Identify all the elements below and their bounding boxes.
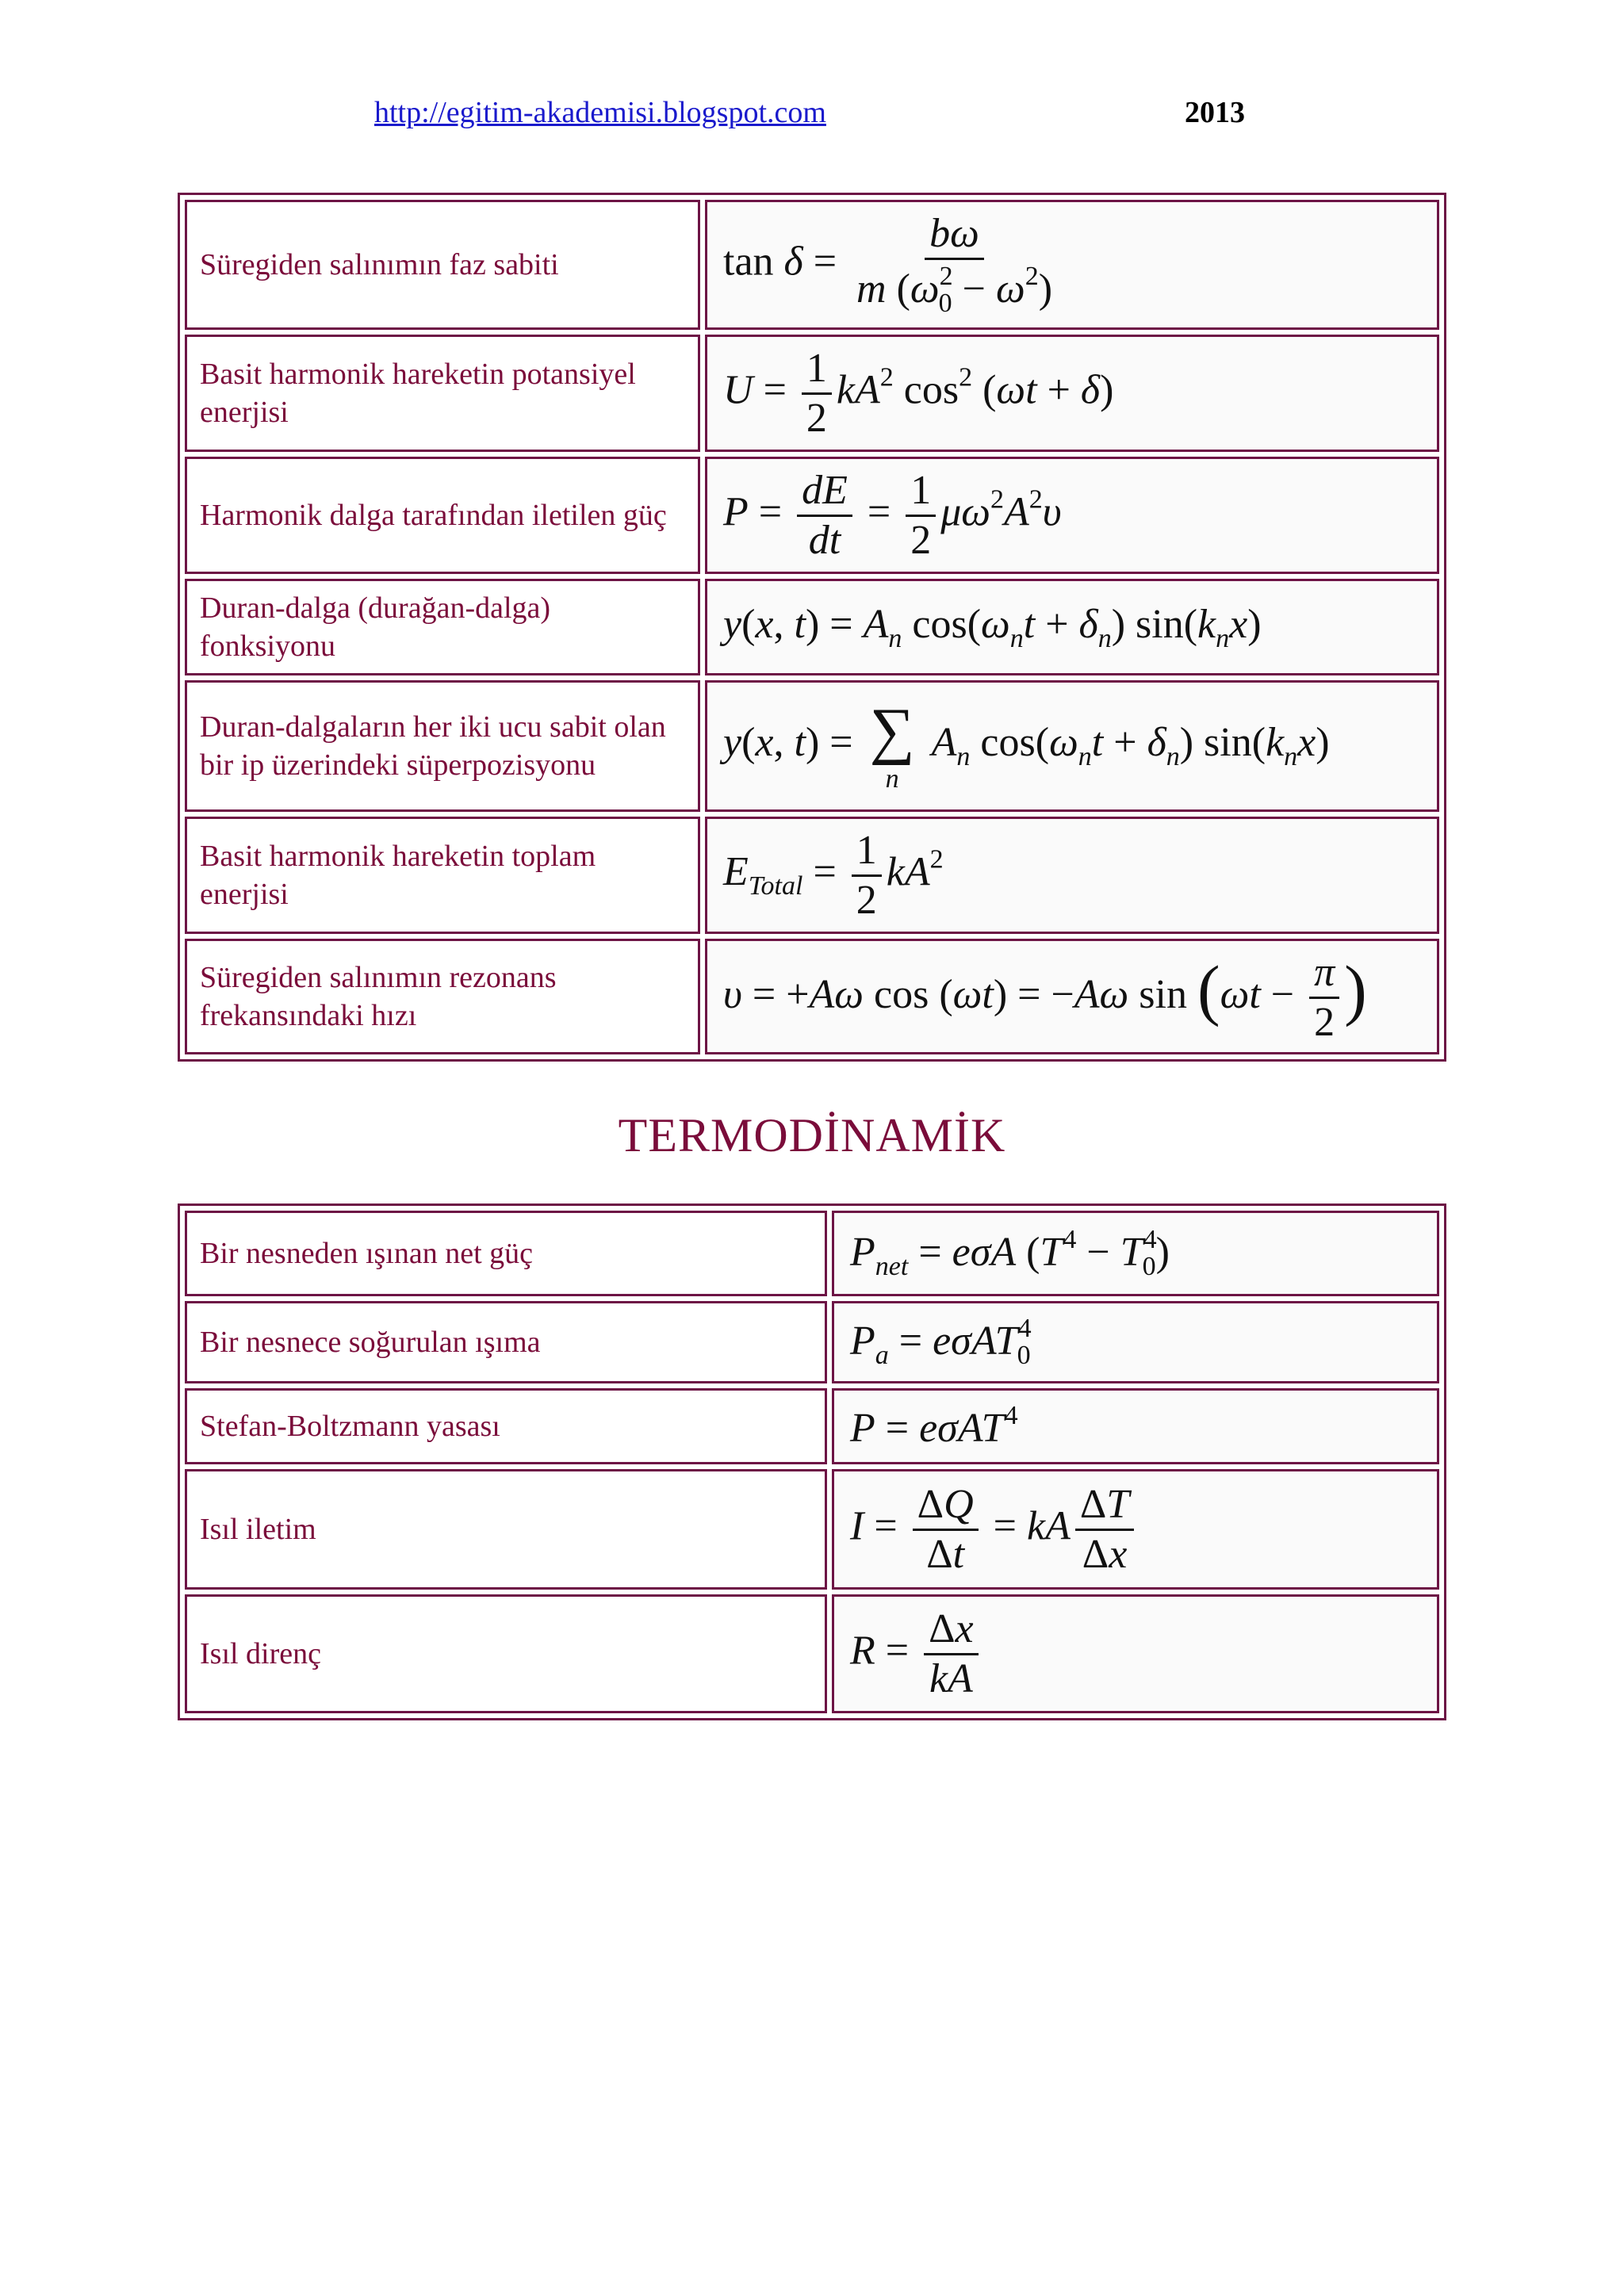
table-row	[185, 335, 1439, 452]
formula-absorbed-radiation: $P_a = e\sigma AT^4_0$	[832, 1301, 1439, 1383]
table-row	[185, 579, 1439, 675]
formula-stefan-boltzmann: P = eσAT$^4$	[832, 1388, 1439, 1464]
row-label: Isıl direnç	[185, 1594, 827, 1713]
formula-potential-energy: U = $\frac{1}{2}$ $kA^2$ $\cos^2 (\omega t + \delta)$	[705, 335, 1439, 452]
formula-thermal-resistance: R = $\frac{\Delta x}{kA}$	[832, 1594, 1439, 1713]
row-label: Stefan-Boltzmann yasası	[185, 1388, 827, 1464]
formula-standing-wave: y(x, $t) = A_n$ $\cos(\omega_nt + \delta_n)$ $\sin(k_nx)$	[705, 579, 1439, 675]
header-url-link[interactable]: http://egitim-akademisi.blogspot.com	[374, 96, 826, 129]
formula-wave-power: P = $\frac{dE}{dt}$ = $\frac{1}{2}$ $\mu\omega^2A^2\upsilon$	[705, 457, 1439, 574]
row-label: Süregiden salınımın faz sabiti	[185, 200, 700, 330]
row-label: Süregiden salınımın rezonans frekansındaki hızı	[185, 939, 700, 1054]
table-row	[185, 1211, 1439, 1296]
formula-table-thermodynamics	[178, 1203, 1446, 1720]
formula-heat-conduction: I = $\frac{\Delta Q}{\Delta t}$ = kA $\frac{\Delta T}{\Delta x}$	[832, 1469, 1439, 1590]
row-label: Basit harmonik hareketin toplam enerjisi	[185, 817, 700, 934]
row-label: Bir nesnece soğurulan ışıma	[185, 1301, 827, 1383]
row-label: Basit harmonik hareketin potansiyel enerjisi	[185, 335, 700, 452]
row-label: Duran-dalgaların her iki ucu sabit olan bir ip üzerindeki süperpozisyonu	[185, 680, 700, 812]
section-title: TERMODİNAMİK	[618, 1109, 1006, 1161]
header-year: 2013	[1185, 96, 1245, 129]
formula-total-energy: $E_{Total}$ = $\frac{1}{2}$ $kA^2$	[705, 817, 1439, 934]
row-label: Isıl iletim	[185, 1469, 827, 1590]
table-row	[185, 680, 1439, 812]
table-row	[185, 817, 1439, 934]
table-row	[185, 457, 1439, 574]
formula-resonance-velocity: υ = +Aω cos (ωt) = −Aω sin (ωt − $\frac{\pi}{2}$ )	[705, 939, 1439, 1054]
table-row	[185, 1594, 1439, 1713]
formula-net-radiated-power: $P_{net} = e\sigma A$ $(T^4 - T^4_0)$	[832, 1211, 1439, 1296]
row-label: Duran-dalga (durağan-dalga) fonksiyonu	[185, 579, 700, 675]
formula-superposition: y(x, t) = ∑ n $A_n$ $\cos(\omega_nt + \delta_n)$ $\sin(k_nx)$	[705, 680, 1439, 812]
table-row	[185, 200, 1439, 330]
formula-phase-constant: tan δ = $\frac{b\omega}{m (\omega^2_0 - \omega^2)}$	[705, 200, 1439, 330]
table-row	[185, 1469, 1439, 1590]
table-row	[185, 1301, 1439, 1383]
row-label: Bir nesneden ışınan net güç	[185, 1211, 827, 1296]
formula-table-oscillations	[178, 193, 1446, 1062]
row-label: Harmonik dalga tarafından iletilen güç	[185, 457, 700, 574]
table-row	[185, 939, 1439, 1054]
table-row	[185, 1388, 1439, 1464]
